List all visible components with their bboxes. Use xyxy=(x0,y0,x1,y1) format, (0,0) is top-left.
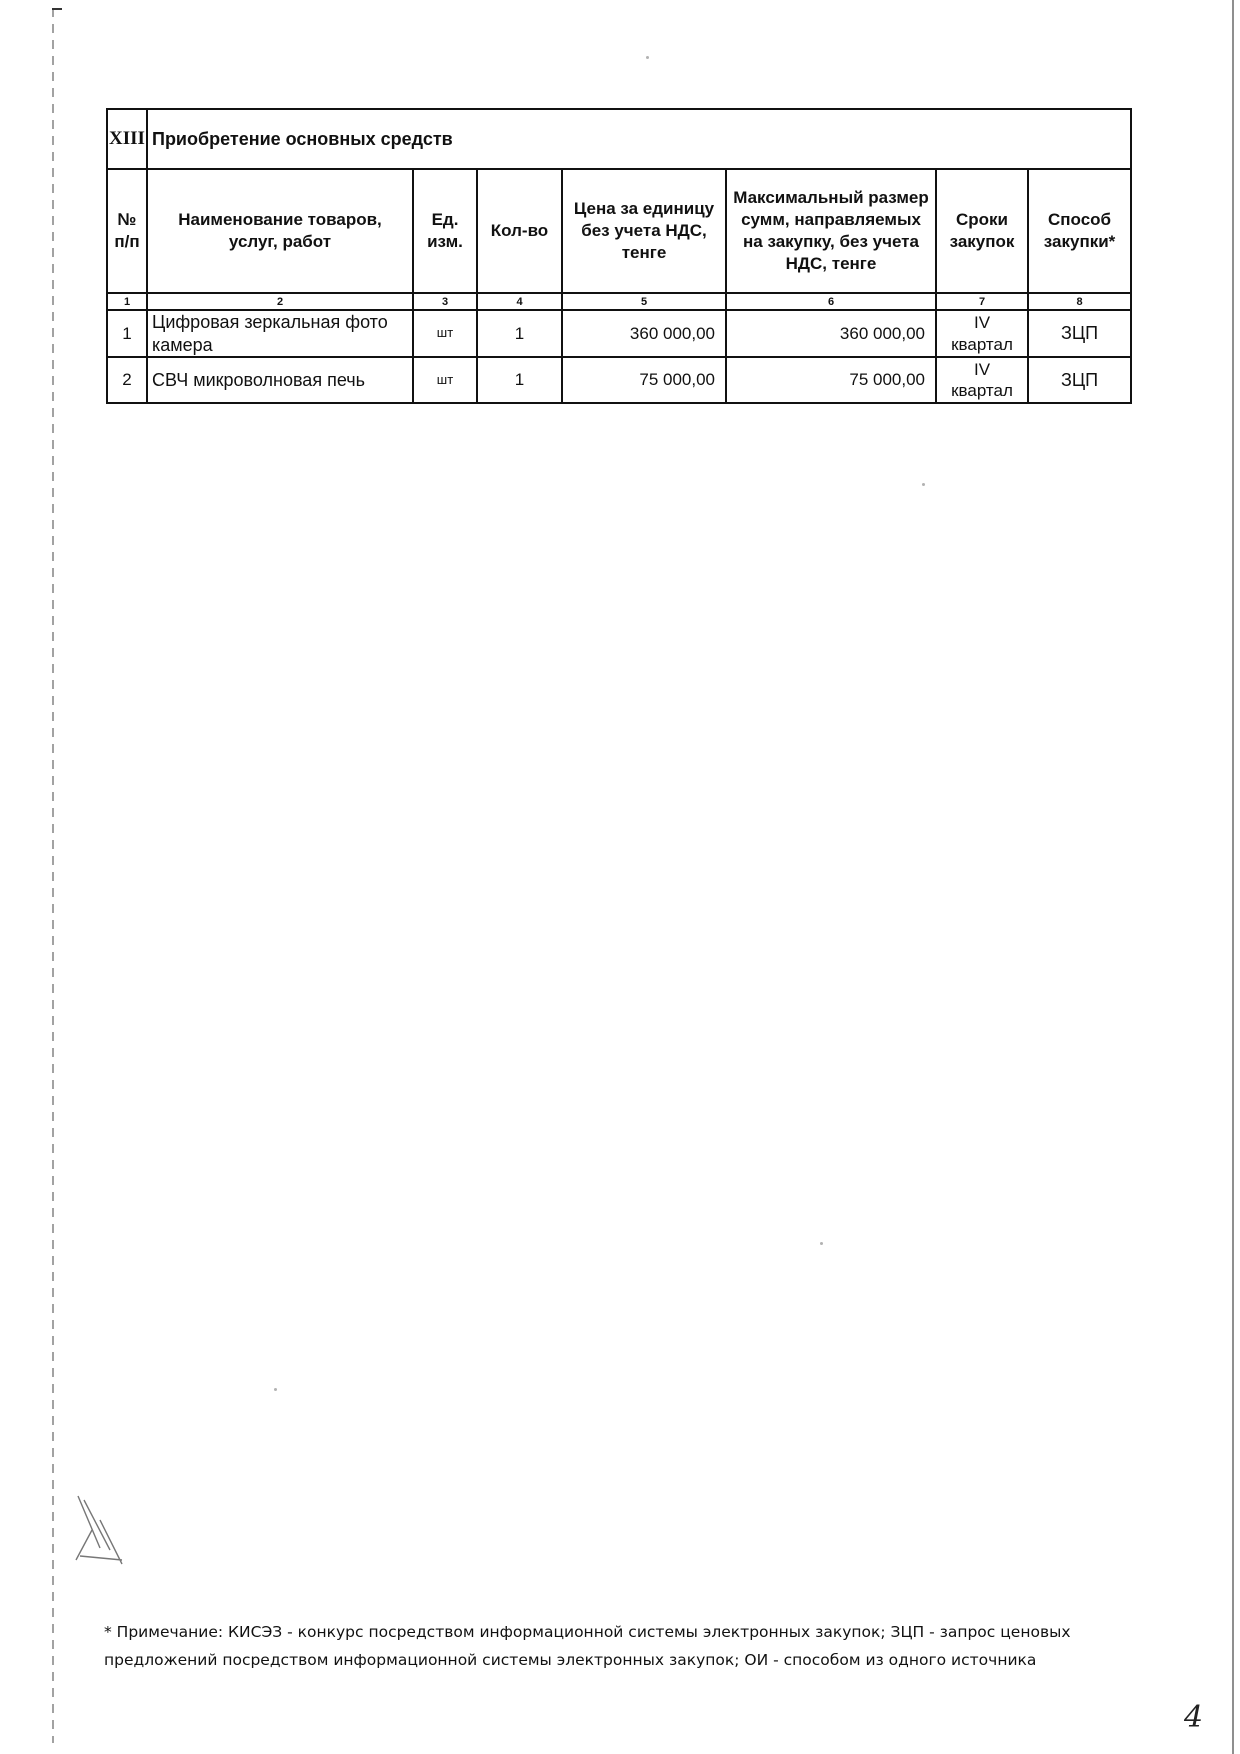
scan-top-corner xyxy=(52,8,62,10)
column-number: 2 xyxy=(147,293,413,310)
scan-speck xyxy=(922,483,925,486)
row-qty: 1 xyxy=(477,357,562,403)
column-number: 3 xyxy=(413,293,477,310)
scan-speck xyxy=(646,56,649,59)
footnote: * Примечание: КИСЭЗ - конкурс посредством информационной системы электронных закупок; ЗЦП - запрос ценовых предложений посредством информационной системы электронных закупок; ОИ - способом из одного источника xyxy=(104,1623,1071,1669)
row-name: СВЧ микроволновая печь xyxy=(147,357,413,403)
row-max-sum: 360 000,00 xyxy=(726,310,936,357)
table-header-row xyxy=(107,169,1131,293)
header-unit: Ед. изм. xyxy=(413,169,477,293)
column-number: 4 xyxy=(477,293,562,310)
header-name: Наименование товаров, услуг, работ xyxy=(147,169,413,293)
header-period: Сроки закупок xyxy=(936,169,1028,293)
column-number: 6 xyxy=(726,293,936,310)
row-price: 360 000,00 xyxy=(562,310,726,357)
column-numbers-row xyxy=(107,293,1131,310)
row-unit: шт xyxy=(413,310,477,357)
row-qty: 1 xyxy=(477,310,562,357)
row-unit: шт xyxy=(413,357,477,403)
column-number: 1 xyxy=(107,293,147,310)
column-number: 5 xyxy=(562,293,726,310)
scan-right-edge xyxy=(1232,0,1234,1754)
row-num: 1 xyxy=(107,310,147,357)
margin-initials-mark xyxy=(70,1490,130,1570)
procurement-table xyxy=(106,108,1132,404)
table-row xyxy=(107,357,1131,403)
row-num: 2 xyxy=(107,357,147,403)
section-title-row xyxy=(107,109,1131,169)
row-method: ЗЦП xyxy=(1028,310,1131,357)
section-title: Приобретение основных средств xyxy=(147,109,1131,169)
header-price: Цена за единицу без учета НДС, тенге xyxy=(562,169,726,293)
scan-speck xyxy=(820,1242,823,1245)
header-max-sum: Максимальный размер сумм, направляемых на закупку, без учета НДС, тенге xyxy=(726,169,936,293)
header-num: № п/п xyxy=(107,169,147,293)
handwritten-page-number: 4 xyxy=(1184,1700,1204,1735)
header-qty: Кол-во xyxy=(477,169,562,293)
row-max-sum: 75 000,00 xyxy=(726,357,936,403)
header-method: Способ закупки* xyxy=(1028,169,1131,293)
table-row xyxy=(107,310,1131,357)
scan-left-edge xyxy=(52,8,54,1743)
column-number: 7 xyxy=(936,293,1028,310)
section-number: XIII xyxy=(107,109,147,169)
row-period: IV квартал xyxy=(936,357,1028,403)
row-price: 75 000,00 xyxy=(562,357,726,403)
row-method: ЗЦП xyxy=(1028,357,1131,403)
column-number: 8 xyxy=(1028,293,1131,310)
row-period: IV квартал xyxy=(936,310,1028,357)
scan-speck xyxy=(274,1388,277,1391)
row-name: Цифровая зеркальная фото камера xyxy=(147,310,413,357)
